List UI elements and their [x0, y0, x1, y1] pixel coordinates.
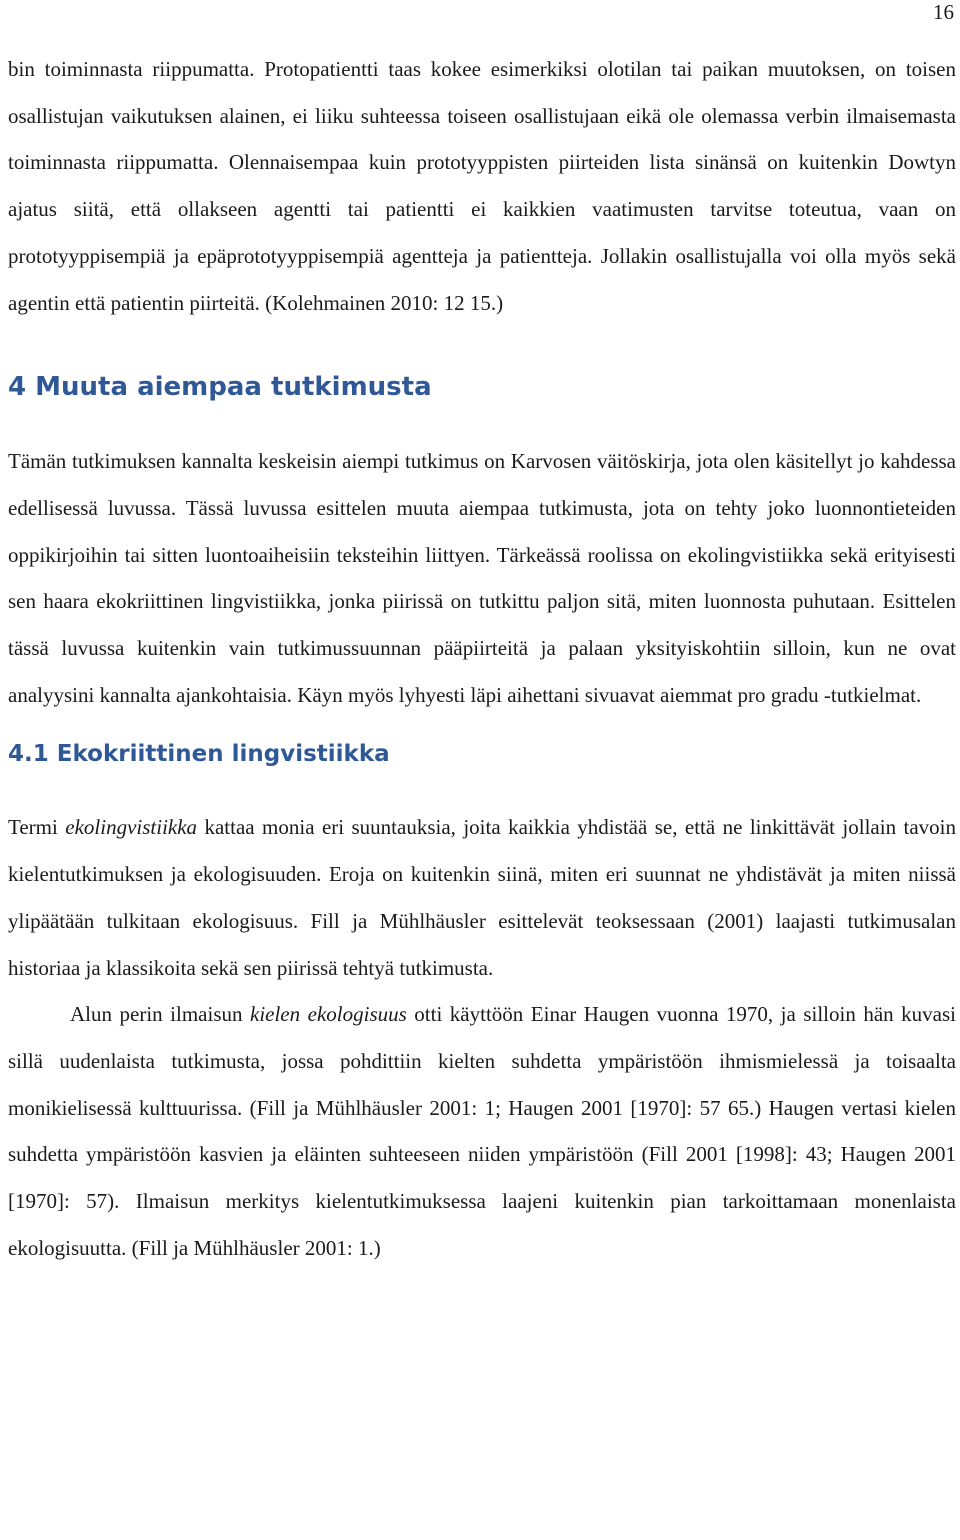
text-run: kattaa monia eri suuntauksia, joita kaikkia yhdistää se, että ne linkittävät jollain tavoin kielentutkimuksen ja ekologisuuden. Eroja on kuitenkin siinä, miten eri suunnat ne yhdistävät ja miten niissä ylipäätään tulkitaan ekologisuus. Fill ja Mühlhäusler esittelevät teoksessaan (2001) laajasti tutkimusalan historiaa ja klassikoita sekä sen piirissä tehtyä tutkimusta.: [8, 815, 956, 980]
heading-number: 4: [8, 372, 27, 403]
text-run: otti käyttöön Einar Haugen vuonna 1970, ja silloin hän kuvasi sillä uudenlaista tutkimusta, jossa pohdittiin kielten suhdetta ympäristöön ihmismielessä ja toisaalta monikielisessä kulttuurissa. (Fill ja Mühlhäusler 2001: 1; Haugen 2001 [1970]: 57 65.) Haugen vertasi kielen suhdetta ympäristöön kasvien ja eläinten suhteeseen niiden ympäristöön (Fill 2001 [1998]: 43; Haugen 2001 [1970]: 57). Ilmaisun merkitys kielentutkimuksessa laajeni kuitenkin pian tarkoittamaan monenlaista ekologisuutta. (Fill ja Mühlhäusler 2001: 1.): [8, 1002, 956, 1260]
paragraph-dowty-roles: bin toiminnasta riippumatta. Protopatientti taas kokee esimerkiksi olotilan tai paikan muutoksen, on toisen osallistujan vaikutuksen alainen, ei liiku suhteessa toiseen osallistujaan eikä ole olemassa verbin ilmaisemasta toiminnasta riippumatta. Olennaisempaa kuin prototyyppisten piirteiden lista sinänsä on kuitenkin Dowtyn ajatus siitä, että ollakseen agentti tai patientti ei kaikkien vaatimusten tarvitse toteutua, vaan on prototyyppisempiä ja epäprototyyppisempiä agentteja ja patientteja. Jollakin osallistujalla voi olla myös sekä agentin että patientin piirteitä. (Kolehmainen 2010: 12 15.): [8, 57, 956, 315]
text-run: Termi: [8, 815, 66, 840]
paragraph-previous-research: Tämän tutkimuksen kannalta keskeisin aiempi tutkimus on Karvosen väitöskirja, jota olen käsitellyt jo kahdessa edellisessä luvussa. Tässä luvussa esittelen muuta aiempaa tutkimusta, jota on tehty joko luonnontieteiden oppikirjoihin tai sitten luontoaiheisiin teksteihin liittyen. Tärkeässä roolissa on ekolingvistiikka sekä erityisesti sen haara ekokriittinen lingvistiikka, jonka piirissä on tutkittu paljon sitä, miten luonnosta puhutaan. Esittelen tässä luvussa kuitenkin vain tutkimussuunnan pääpiirteitä ja palaan yksityiskohtiin silloin, kun ne ovat analyysini kannalta ajankohtaisia. Käyn myös lyhyesti läpi aihettani sivuavat aiemmat pro gradu -tutkielmat.: [8, 449, 956, 707]
italic-term: ekolingvistiikka: [65, 815, 198, 840]
page-number: 16: [933, 0, 954, 24]
heading-section-4-1: [8, 738, 956, 770]
paragraph-ecolinguistics-term: [8, 804, 956, 991]
paragraph-haugen: [8, 991, 956, 1271]
heading-title: Ekokriittinen lingvistiikka: [56, 741, 390, 768]
text-run: Alun perin ilmaisun: [70, 1002, 250, 1027]
italic-term: kielen ekologisuus: [250, 1002, 407, 1027]
heading-title: Muuta aiempaa tutkimusta: [35, 372, 432, 403]
heading-chapter-4: [8, 370, 956, 404]
heading-number: 4.1: [8, 741, 49, 768]
document-body: [8, 46, 956, 1271]
